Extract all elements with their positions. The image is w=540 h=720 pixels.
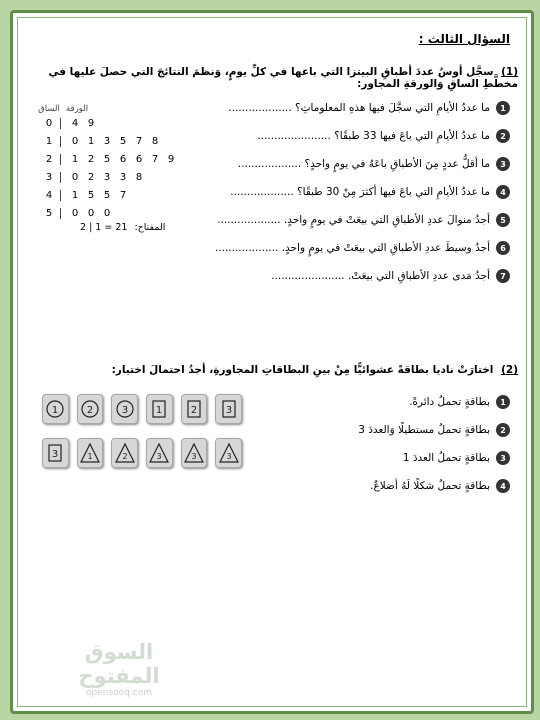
stem-leaf-row	[38, 186, 198, 204]
card-triangle	[77, 438, 104, 468]
leaf-value: 5	[119, 135, 127, 147]
question-1-item-text: أجدُ مَدى عددِ الأطباقِ التي بيعَتْ. ......................	[271, 270, 490, 282]
question-1-item-text: ما عددُ الأيامِ التي باعَ فيها أكثرَ مِنْ 30 طبقًا؟ ...................	[230, 186, 490, 198]
cards-grid	[42, 394, 242, 482]
leaf-value: 0	[87, 207, 95, 219]
stem-header: الساق	[38, 104, 60, 114]
stem-leaf-row	[38, 168, 198, 186]
stem-leaf-row	[38, 204, 198, 222]
card-circle	[111, 394, 138, 424]
question-1-item	[250, 262, 510, 290]
stem-leaf-row	[38, 132, 198, 150]
stem-leaf-plot	[38, 98, 198, 222]
question-1-prompt	[42, 66, 518, 90]
question-2-item-text: بطاقةٍ تحملُ مستطيلًا وَالعددَ 3	[358, 424, 490, 436]
question-1-item-text: أجدُ وسيطَ عددِ الأطباقِ التي بيعَتْ في يومٍ واحدٍ. ...................	[214, 242, 490, 254]
question-1-item-text: أجدُ منوالَ عددِ الأطباقِ التي بيعَتْ في يومٍ واحدٍ. ...................	[217, 214, 490, 226]
question-1-item-number: 3	[496, 157, 510, 171]
question-1-item-number: 7	[496, 269, 510, 283]
card-number: 3	[52, 449, 59, 460]
card-number: 3	[156, 452, 162, 461]
leaf-value: 8	[135, 171, 143, 183]
card-triangle	[111, 438, 138, 468]
card-rectangle	[42, 438, 69, 468]
question-1-item	[237, 150, 510, 178]
rectangle-icon	[219, 399, 239, 419]
circle-icon	[115, 399, 135, 419]
circle-icon	[80, 399, 100, 419]
card-number: 3	[225, 405, 232, 416]
leaf-value: 6	[119, 153, 127, 165]
leaf-value: 3	[119, 171, 127, 183]
leaf-value: 5	[103, 189, 111, 201]
question-1-text: سجَّل أوسُ عددَ أطباقِ البيتزا التي باعها في كلِّ يومٍ، وَنظمَ النتائجَ التي حصلَ عليها في مخطَّطِ الساقِ وَالورقةِ المجاور:	[48, 66, 518, 90]
leaf-value: 1	[71, 189, 79, 201]
section-title: السؤال الثالث :	[418, 32, 510, 46]
card-row	[42, 394, 242, 424]
stem-leaf-key	[80, 222, 165, 233]
card-number: 2	[122, 452, 128, 461]
stem-value: 0	[38, 118, 61, 129]
rectangle-icon	[45, 443, 65, 463]
card-number: 3	[121, 405, 128, 416]
question-1-item	[217, 206, 510, 234]
question-1-item-text: ما عددُ الأيامِ التي سجَّلَ فيها هذهِ المعلوماتِ؟ ...................	[228, 102, 490, 114]
leaf-value: 6	[135, 153, 143, 165]
leaf-header: الورقة	[66, 104, 89, 114]
card-rectangle	[215, 394, 242, 424]
stem-leaf-row	[38, 150, 198, 168]
stem-value: 2	[38, 154, 61, 165]
question-1-item-number: 6	[496, 241, 510, 255]
watermark-latin: opensooq.com	[86, 688, 152, 698]
card-number: 3	[226, 452, 232, 461]
question-2-item-text: بطاقةٍ تحملُ دائرةً.	[409, 396, 490, 408]
circle-icon	[45, 399, 65, 419]
leaf-value: 5	[87, 189, 95, 201]
leaf-value: 3	[103, 171, 111, 183]
card-number: 1	[87, 452, 93, 461]
leaf-value: 1	[87, 135, 95, 147]
triangle-icon	[184, 443, 204, 463]
question-2-item	[290, 416, 510, 444]
leaf-value: 7	[135, 135, 143, 147]
stem-leaf-header	[38, 98, 198, 114]
leaf-value: 7	[119, 189, 127, 201]
card-circle	[77, 394, 104, 424]
question-2-item-number: 2	[496, 423, 510, 437]
question-1-number: (1)	[501, 66, 518, 78]
opensooq-watermark	[54, 640, 184, 698]
question-2-number: (2)	[501, 364, 518, 376]
question-1-item-number: 2	[496, 129, 510, 143]
question-2-item-number: 3	[496, 451, 510, 465]
watermark-arabic: السوق المفتوح	[78, 640, 160, 688]
card-number: 1	[156, 405, 163, 416]
rectangle-icon	[184, 399, 204, 419]
question-2-item	[290, 444, 510, 472]
key-value: 2 | 1 = 21	[80, 222, 128, 233]
triangle-icon	[115, 443, 135, 463]
question-1-items	[214, 94, 510, 290]
question-2-item-number: 1	[496, 395, 510, 409]
leaf-value: 5	[103, 153, 111, 165]
question-1-item-text: ما أقلُّ عددٍ مِنَ الأطباقِ باعَهُ في يومٍ واحدٍ؟ ...................	[237, 158, 490, 170]
card-circle	[42, 394, 69, 424]
leaf-value: 0	[71, 135, 79, 147]
stem-value: 5	[38, 208, 61, 219]
stem-value: 3	[38, 172, 61, 183]
leaf-value: 3	[103, 135, 111, 147]
leaf-value: 4	[71, 117, 79, 129]
question-1-item	[228, 94, 510, 122]
question-1-item	[250, 122, 510, 150]
leaf-value: 7	[151, 153, 159, 165]
card-triangle	[146, 438, 173, 468]
question-1-item-text: ما عددُ الأيامِ التي باعَ فيها 33 طبقًا؟ ......................	[257, 130, 490, 142]
rectangle-icon	[149, 399, 169, 419]
card-rectangle	[181, 394, 208, 424]
leaf-value: 2	[87, 171, 95, 183]
stem-value: 1	[38, 136, 61, 147]
leaf-value: 9	[167, 153, 175, 165]
question-2-prompt	[42, 364, 518, 376]
triangle-icon	[219, 443, 239, 463]
triangle-icon	[80, 443, 100, 463]
question-2-text: اختارَتْ ناديا بطاقةً عشوائيًّا مِنْ بينِ البطاقاتِ المجاورةِ، أجدُ احتمالَ اختيار:	[111, 364, 494, 376]
question-2-item-text: بطاقةٍ تحملُ شكلًا لَهُ أضلاعٌ.	[370, 480, 490, 492]
triangle-icon	[149, 443, 169, 463]
card-number: 1	[52, 405, 59, 416]
question-2-item-number: 4	[496, 479, 510, 493]
card-number: 2	[86, 405, 94, 416]
key-label: المفتاح:	[134, 222, 166, 233]
leaf-value: 0	[71, 171, 79, 183]
card-rectangle	[146, 394, 173, 424]
card-row	[42, 438, 242, 468]
card-triangle	[181, 438, 208, 468]
leaf-value: 9	[87, 117, 95, 129]
question-2-item-text: بطاقةٍ تحملُ العددَ 1	[402, 452, 490, 464]
leaf-value: 0	[71, 207, 79, 219]
question-2-item	[290, 388, 510, 416]
card-number: 2	[190, 405, 198, 416]
question-1-item-number: 1	[496, 101, 510, 115]
leaf-value: 8	[151, 135, 159, 147]
question-2-item	[290, 472, 510, 500]
question-1-item-number: 5	[496, 213, 510, 227]
stem-value: 4	[38, 190, 61, 201]
leaf-value: 1	[71, 153, 79, 165]
card-triangle	[215, 438, 242, 468]
card-number: 3	[191, 452, 197, 461]
question-1-item	[214, 234, 510, 262]
leaf-value: 0	[103, 207, 111, 219]
question-1-item-number: 4	[496, 185, 510, 199]
leaf-value: 2	[87, 153, 95, 165]
question-2-items	[290, 388, 510, 500]
stem-leaf-row	[38, 114, 198, 132]
question-1-item	[230, 178, 510, 206]
